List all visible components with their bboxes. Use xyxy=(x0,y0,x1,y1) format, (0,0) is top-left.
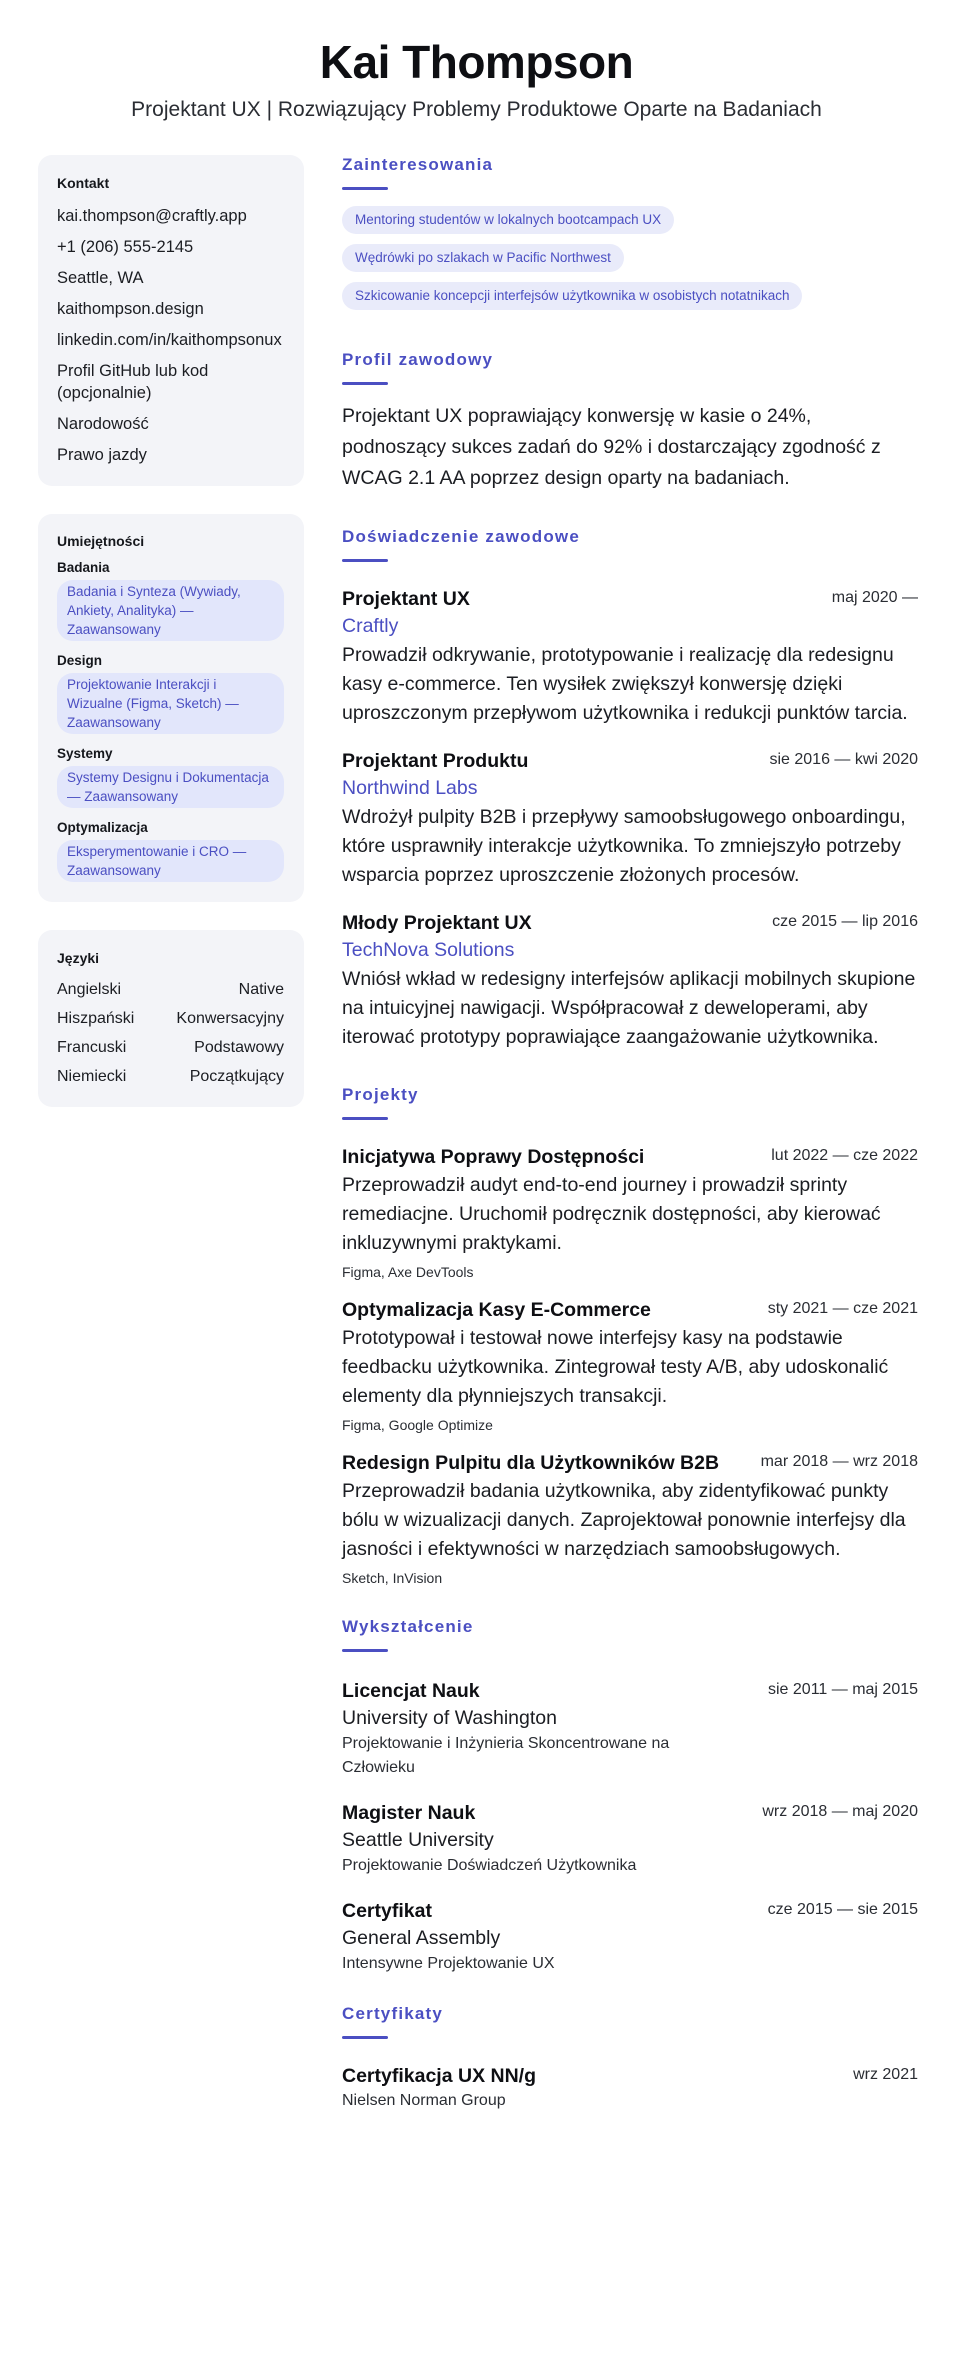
project-name: Redesign Pulpitu dla Użytkowników B2B xyxy=(342,1452,720,1474)
resume-layout xyxy=(38,155,918,2133)
job-title: Projektant Produktu xyxy=(342,750,529,772)
candidate-headline: Projektant UX | Rozwiązujący Problemy Produktowe Oparte na Badaniach xyxy=(131,98,822,121)
education-heading: Wykształcenie xyxy=(342,1617,474,1636)
project-description: Przeprowadził audyt end-to-end journey i prowadził sprinty remediacjne. Uruchomił podręcznik dostępności, aby kierować inkluzywnymi praktykami. xyxy=(342,1174,881,1254)
experience-entry xyxy=(342,748,918,890)
job-dates: maj 2020 — xyxy=(831,589,918,606)
interest-pill: Mentoring studentów w lokalnych bootcampach UX xyxy=(342,206,674,234)
experience-section xyxy=(342,527,918,1052)
projects-heading: Projekty xyxy=(342,1085,419,1104)
skill-group xyxy=(57,560,284,641)
contact-location: Seattle, WA xyxy=(57,269,144,287)
skill-category: Design xyxy=(57,653,103,668)
job-description: Wdrożył pulpity B2B i przepływy samoobsługowego onboardingu, które usprawniły interakcje użytkownika. To zmniejszyło potrzeby wsparcia poprzez uproszczenie złożonych procesów. xyxy=(342,806,906,886)
language-row xyxy=(57,1009,284,1029)
certification-issuer: Nielsen Norman Group xyxy=(342,2092,506,2109)
job-title: Młody Projektant UX xyxy=(342,912,532,934)
education-dates: sie 2011 — maj 2015 xyxy=(768,1681,919,1698)
experience-entry xyxy=(342,586,918,728)
language-name: Hiszpański xyxy=(57,1010,135,1027)
candidate-name: Kai Thompson xyxy=(319,36,634,88)
education-entry xyxy=(342,1800,918,1878)
languages-title: Języki xyxy=(57,950,100,966)
project-dates: lut 2022 — cze 2022 xyxy=(771,1147,918,1164)
interest-list xyxy=(342,206,918,320)
institution-name: Seattle University xyxy=(342,1829,494,1851)
skill-category: Badania xyxy=(57,560,110,575)
job-dates: cze 2015 — lip 2016 xyxy=(772,913,918,930)
language-level: Początkujący xyxy=(189,1068,284,1085)
skills-card xyxy=(38,514,304,902)
education-entry xyxy=(342,1898,918,1976)
profile-heading: Profil zawodowy xyxy=(342,350,494,369)
languages-card xyxy=(38,930,304,1107)
project-tools: Sketch, InVision xyxy=(342,1570,443,1586)
language-level: Native xyxy=(238,981,284,998)
language-row xyxy=(57,980,284,1000)
project-description: Prototypował i testował nowe interfejsy kasy na podstawie feedbacku użytkownika. Zintegrował testy A/B, aby udoskonalić elementy dla płynniejszych transakcji. xyxy=(342,1327,889,1407)
contact-github: Profil GitHub lub kod (opcjonalnie) xyxy=(57,362,209,402)
job-description: Wniósł wkład w redesigny interfejsów aplikacji mobilnych skupione na intuicyjnej nawigacji. Współpracował z deweloperami, aby iterować prototypy poprawiające zaangażowanie użytkownika. xyxy=(342,968,916,1048)
language-name: Angielski xyxy=(57,981,122,998)
interests-section xyxy=(342,155,918,320)
institution-name: University of Washington xyxy=(342,1707,557,1729)
skill-group xyxy=(57,653,284,734)
language-level: Konwersacyjny xyxy=(176,1010,284,1027)
education-dates: cze 2015 — sie 2015 xyxy=(767,1901,918,1918)
skill-category: Systemy xyxy=(57,746,113,761)
job-dates: sie 2016 — kwi 2020 xyxy=(769,751,918,768)
skill-group xyxy=(57,746,284,808)
company-name: TechNova Solutions xyxy=(342,939,515,961)
contact-card xyxy=(38,155,304,486)
profile-section xyxy=(342,350,918,494)
project-dates: mar 2018 — wrz 2018 xyxy=(760,1453,918,1470)
degree-name: Licencjat Nauk xyxy=(342,1680,480,1702)
project-dates: sty 2021 — cze 2021 xyxy=(767,1300,918,1317)
project-entry xyxy=(342,1297,918,1434)
skill-pill: Systemy Designu i Dokumentacja — Zaawansowany xyxy=(57,766,284,808)
company-name: Craftly xyxy=(342,615,399,637)
contact-phone[interactable]: +1 (206) 555-2145 xyxy=(57,238,194,256)
contact-website[interactable]: kaithompson.design xyxy=(57,300,204,318)
institution-name: General Assembly xyxy=(342,1927,501,1949)
projects-section xyxy=(342,1085,918,1587)
company-name: Northwind Labs xyxy=(342,777,478,799)
skill-pill: Badania i Synteza (Wywiady, Ankiety, Analityka) — Zaawansowany xyxy=(57,580,284,641)
contact-title: Kontakt xyxy=(57,175,110,191)
interest-pill: Wędrówki po szlakach w Pacific Northwest xyxy=(342,244,624,272)
contact-email[interactable]: kai.thompson@craftly.app xyxy=(57,207,247,225)
project-entry xyxy=(342,1144,918,1281)
skill-category: Optymalizacja xyxy=(57,820,148,835)
section-rule xyxy=(342,1649,388,1652)
education-dates: wrz 2018 — maj 2020 xyxy=(762,1803,918,1820)
section-rule xyxy=(342,559,388,562)
program-name: Projektowanie i Inżynieria Skoncentrowane na Człowieku xyxy=(342,1735,670,1776)
resume-header xyxy=(0,0,953,124)
language-row xyxy=(57,1038,284,1058)
skills-title: Umiejętności xyxy=(57,533,145,549)
project-name: Inicjatywa Poprawy Dostępności xyxy=(342,1146,645,1168)
interest-pill: Szkicowanie koncepcji interfejsów użytkownika w osobistych notatnikach xyxy=(342,282,802,310)
certifications-section xyxy=(342,2004,918,2113)
project-name: Optymalizacja Kasy E-Commerce xyxy=(342,1299,651,1321)
project-description: Przeprowadził badania użytkownika, aby zidentyfikować punkty bólu w wizualizacji danych. Zaprojektował ponownie interfejsy dla jasności i efektywności w narzędziach samoobsługowych. xyxy=(342,1480,906,1560)
degree-name: Magister Nauk xyxy=(342,1802,476,1824)
section-rule xyxy=(342,382,388,385)
interests-heading: Zainteresowania xyxy=(342,155,494,174)
contact-linkedin[interactable]: linkedin.com/in/kaithompsonux xyxy=(57,331,282,349)
skill-group xyxy=(57,820,284,882)
contact-nationality: Narodowość xyxy=(57,415,149,433)
job-description: Prowadził odkrywanie, prototypowanie i realizację dla redesignu kasy e-commerce. Ten wysiłek zwiększył konwersję dzięki uproszczonym przepływom użytkownika i redukcji punktów tarcia. xyxy=(342,644,908,724)
certification-entry xyxy=(342,2063,918,2113)
degree-name: Certyfikat xyxy=(342,1900,432,1922)
language-name: Niemiecki xyxy=(57,1068,127,1085)
project-tools: Figma, Axe DevTools xyxy=(342,1264,474,1280)
experience-entry xyxy=(342,910,918,1052)
language-level: Podstawowy xyxy=(194,1039,284,1056)
experience-heading: Doświadczenie zawodowe xyxy=(342,527,581,546)
contact-driving-license: Prawo jazdy xyxy=(57,446,147,464)
section-rule xyxy=(342,187,388,190)
sidebar xyxy=(38,155,304,2133)
certification-date: wrz 2021 xyxy=(853,2066,918,2083)
program-name: Intensywne Projektowanie UX xyxy=(342,1955,555,1972)
skill-pill: Projektowanie Interakcji i Wizualne (Figma, Sketch) — Zaawansowany xyxy=(57,673,284,734)
section-rule xyxy=(342,2036,388,2039)
certification-name: Certyfikacja UX NN/g xyxy=(342,2065,536,2087)
program-name: Projektowanie Doświadczeń Użytkownika xyxy=(342,1857,637,1874)
job-title: Projektant UX xyxy=(342,588,470,610)
project-tools: Figma, Google Optimize xyxy=(342,1417,493,1433)
education-section xyxy=(342,1617,918,1976)
main-content xyxy=(342,155,918,2133)
profile-summary: Projektant UX poprawiający konwersję w kasie o 24%, podnoszący sukces zadań do 92% i dostarczający zgodność z WCAG 2.1 AA poprzez design oparty na badaniach. xyxy=(342,405,881,489)
language-row xyxy=(57,1067,284,1087)
language-name: Francuski xyxy=(57,1039,127,1056)
skill-pill: Eksperymentowanie i CRO — Zaawansowany xyxy=(57,840,284,882)
project-entry xyxy=(342,1450,918,1587)
certifications-heading: Certyfikaty xyxy=(342,2004,444,2023)
education-entry xyxy=(342,1678,918,1780)
section-rule xyxy=(342,1117,388,1120)
